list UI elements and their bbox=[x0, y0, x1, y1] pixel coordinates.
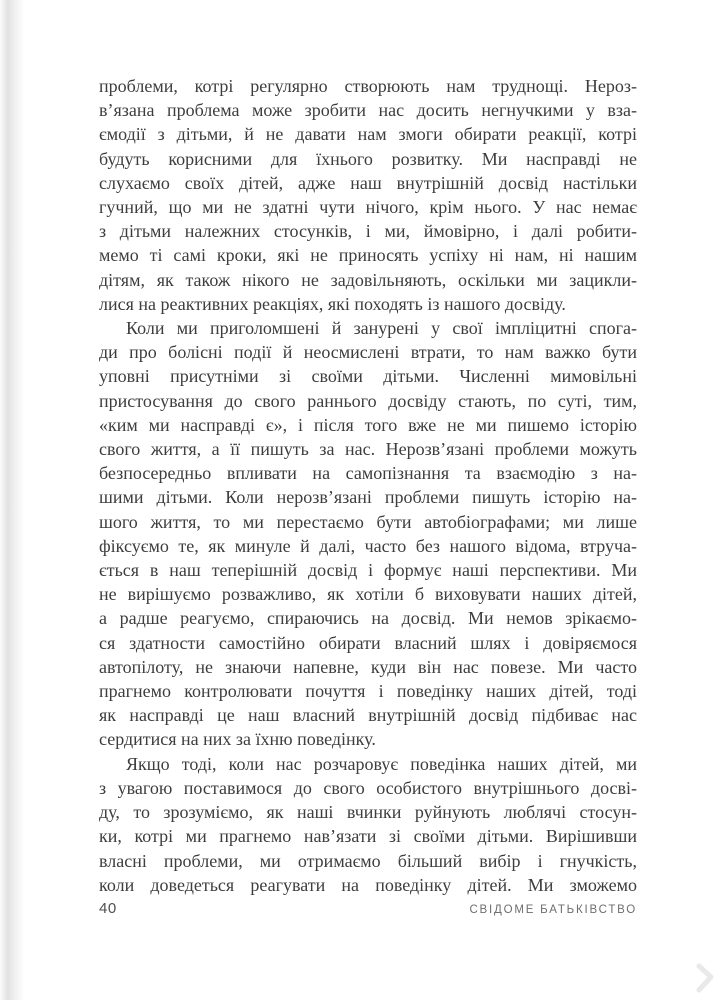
running-title: СВІДОМЕ БАТЬКІВСТВО bbox=[469, 904, 637, 916]
text-line: ємодії з дітьми, й не давати нам змоги обирати реакції, котрі bbox=[99, 124, 637, 145]
text-line: Якщо тоді, коли нас розчаровує поведінка наших дітей, ми bbox=[126, 753, 637, 774]
text-line: свого життя, а її пишуть за нас. Нерозв’язані проблеми можуть bbox=[99, 439, 637, 460]
text-line: слухаємо своїх дітей, адже наш внутрішній досвід настільки bbox=[99, 172, 637, 193]
text-line: як насправді це наш власний внутрішній досвід підбиває нас bbox=[99, 705, 637, 726]
paragraph bbox=[99, 752, 637, 897]
text-line: ду, то зрозуміємо, як наші вчинки руйнують люблячі стосун- bbox=[99, 802, 637, 823]
text-line: безпосередньо впливати на самопізнання та взаємодію з на- bbox=[99, 463, 637, 484]
text-line: ся здатности самостійно обирати власний шлях і довіряємося bbox=[99, 632, 637, 653]
text-line: мемо ті самі кроки, які не приносять успіху ні нам, ні нашим bbox=[99, 245, 637, 266]
text-line: не вирішуємо розважливо, як хотіли б виховувати наших дітей, bbox=[99, 584, 637, 605]
text-line: ється в наш теперішній досвід і формує наші перспективи. Ми bbox=[99, 560, 637, 581]
text-line: з дітьми належних стосунків, і ми, ймовірно, і далі робити- bbox=[99, 221, 637, 242]
text-line: ди про болісні події й неосмислені втрати, то нам важко бути bbox=[99, 342, 637, 363]
text-line: будуть корисними для їхнього розвитку. Ми насправді не bbox=[99, 148, 637, 169]
paragraph bbox=[99, 74, 637, 316]
text-line: ки, котрі ми прагнемо нав’язати зі своїми дітьми. Вирішивши bbox=[99, 826, 637, 847]
text-line: з увагою поставимося до свого особистого внутрішнього досві- bbox=[99, 777, 637, 798]
paragraph bbox=[99, 316, 637, 752]
text-line: фіксуємо те, як минуле й далі, часто без нашого відома, втруча- bbox=[99, 535, 637, 556]
text-line: дітям, як також нікого не задовільняють, оскільки ми зацикли- bbox=[99, 269, 637, 290]
text-line: Коли ми приголомшені й занурені у свої імпліцитні спога- bbox=[126, 318, 637, 339]
page-forward-button[interactable] bbox=[690, 960, 720, 996]
text-line: а радше реагуємо, спираючись на досвід. Ми немов зрікаємо- bbox=[99, 608, 637, 629]
text-line: пристосування до свого раннього досвіду стають, по суті, тим, bbox=[99, 390, 637, 411]
chevron-right-icon bbox=[690, 960, 720, 996]
text-line: в’язана проблема може зробити нас досить негнучкими у вза- bbox=[99, 100, 637, 121]
text-column bbox=[99, 74, 637, 897]
footer bbox=[99, 900, 637, 917]
text-line: сердитися на них за їхню поведінку. bbox=[99, 729, 376, 750]
page-edge-shadow bbox=[0, 0, 26, 1000]
page-number: 40 bbox=[99, 900, 117, 917]
text-line: власні проблеми, ми отримаємо більший вибір і гнучкість, bbox=[99, 850, 637, 871]
text-line: коли доведеться реагувати на поведінку дітей. Ми зможемо bbox=[99, 874, 637, 895]
text-line: проблеми, котрі регулярно створюють нам труднощі. Нероз- bbox=[99, 76, 637, 96]
text-line: шого життя, то ми перестаємо бути автобіографами; ми лише bbox=[99, 511, 637, 532]
text-line: гучний, що ми не здатні чути нічого, крім нього. У нас немає bbox=[99, 197, 637, 218]
text-line: лися на реактивних реакціях, які походять із нашого досвіду. bbox=[99, 293, 566, 314]
text-line: уповні присутніми зі своїми дітьми. Численні мимовільні bbox=[99, 366, 637, 387]
text-line: шими дітьми. Коли нерозв’язані проблеми пишуть історію на- bbox=[99, 487, 637, 508]
text-line: прагнемо контролювати почуття і поведінку наших дітей, тоді bbox=[99, 681, 637, 702]
text-line: «ким ми насправді є», і після того вже не ми пишемо історію bbox=[99, 414, 637, 435]
text-line: автопілоту, не знаючи напевне, куди він нас повезе. Ми часто bbox=[99, 656, 637, 677]
